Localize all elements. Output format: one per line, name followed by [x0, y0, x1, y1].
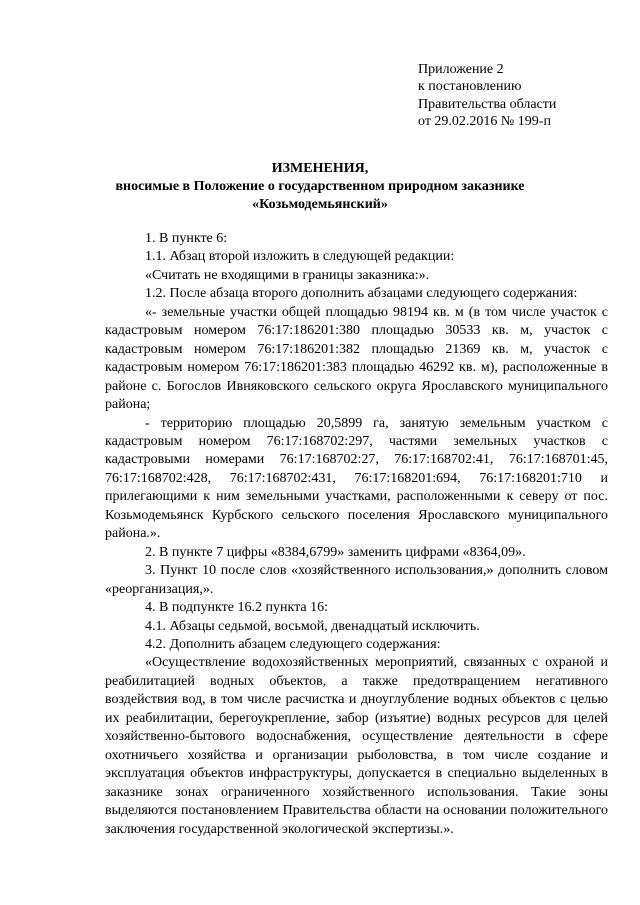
- paragraph: 1. В пункте 6:: [145, 231, 228, 246]
- document-title: ИЗМЕНЕНИЯ,: [271, 161, 369, 176]
- annex-line: Правительства области: [418, 96, 557, 112]
- paragraph: 4.2. Дополнить абзацем следующего содержания:: [145, 636, 441, 652]
- paragraph: 1.2. После абзаца второго дополнить абзацами следующего содержания:: [145, 286, 578, 302]
- document-subtitle: «Козьмодемьянский»: [252, 197, 388, 212]
- document-body: [105, 230, 608, 839]
- paragraph: «Считать не входящими в границы заказника:».: [145, 267, 430, 283]
- paragraph: 3. Пункт 10 после слов «хозяйственного использования,» дополнить словом «реорганизация,».: [105, 563, 608, 597]
- paragraph: - территорию площадью 20,5899 га, занятую земельным участком с кадастровым номером 76:17:168702:297, частями земельных участков с кадастровыми номерами 76:17:168702:27, 76:17:168702:41, 76:17:168701:45, 76:17:168702:428, 76:17:168702:431, 76:17:168201:694, 76:17:168201:710 и прилегающими к ним земельными участками, расположенными к северу от пос. Козьмодемьянск Курбского сельского поселения Ярославского муниципального района.».: [105, 415, 608, 542]
- paragraph: 4.1. Абзацы седьмой, восьмой, двенадцатый исключить.: [145, 618, 480, 634]
- paragraph: 1.1. Абзац второй изложить в следующей редакции:: [145, 249, 455, 265]
- annex-block: [418, 61, 556, 131]
- document-subtitle: вносимые в Положение о государственном природном заказнике: [115, 179, 525, 194]
- annex-line: к постановлению: [418, 79, 522, 95]
- paragraph: 4. В подпункте 16.2 пункта 16:: [145, 600, 328, 616]
- annex-line: от 29.02.2016 № 199-п: [418, 114, 551, 130]
- annex-line: Приложение 2: [418, 62, 504, 77]
- document-heading: [100, 160, 540, 214]
- paragraph: 2. В пункте 7 цифры «8384,6799» заменить цифрами «8364,09».: [145, 544, 526, 560]
- paragraph: «- земельные участки общей площадью 98194 кв. м (в том числе участок с кадастровым номером 76:17:186201:380 площадью 30533 кв. м, участок с кадастровым номером 76:17:186201:382 площадью 21369 кв. м, участок с кадастровым номером 76:17:186201:383 площадью 46292 кв. м), расположенные в районе с. Богослов Ивняковского сельского округа Ярославского муниципального района;: [105, 304, 608, 413]
- paragraph: «Осуществление водохозяйственных мероприятий, связанных с охраной и реабилитацией водных объектов, а также предотвращением негативного воздействия вод, в том числе расчистка и дноуглубление водных объектов с целью их реабилитации, берегоукрепление, забор (изъятие) водных ресурсов для целей хозяйственно-бытового водоснабжения, осуществление деятельности в сфере охотничьего хозяйства и организации рыболовства, в том числе создание и эксплуатация объектов инфраструктуры, допускается в специально выделенных в заказнике зонах ограниченного хозяйственного использования. Такие зоны выделяются постановлением Правительства области на основании положительного заключения государственной экологической экспертизы.».: [105, 655, 608, 837]
